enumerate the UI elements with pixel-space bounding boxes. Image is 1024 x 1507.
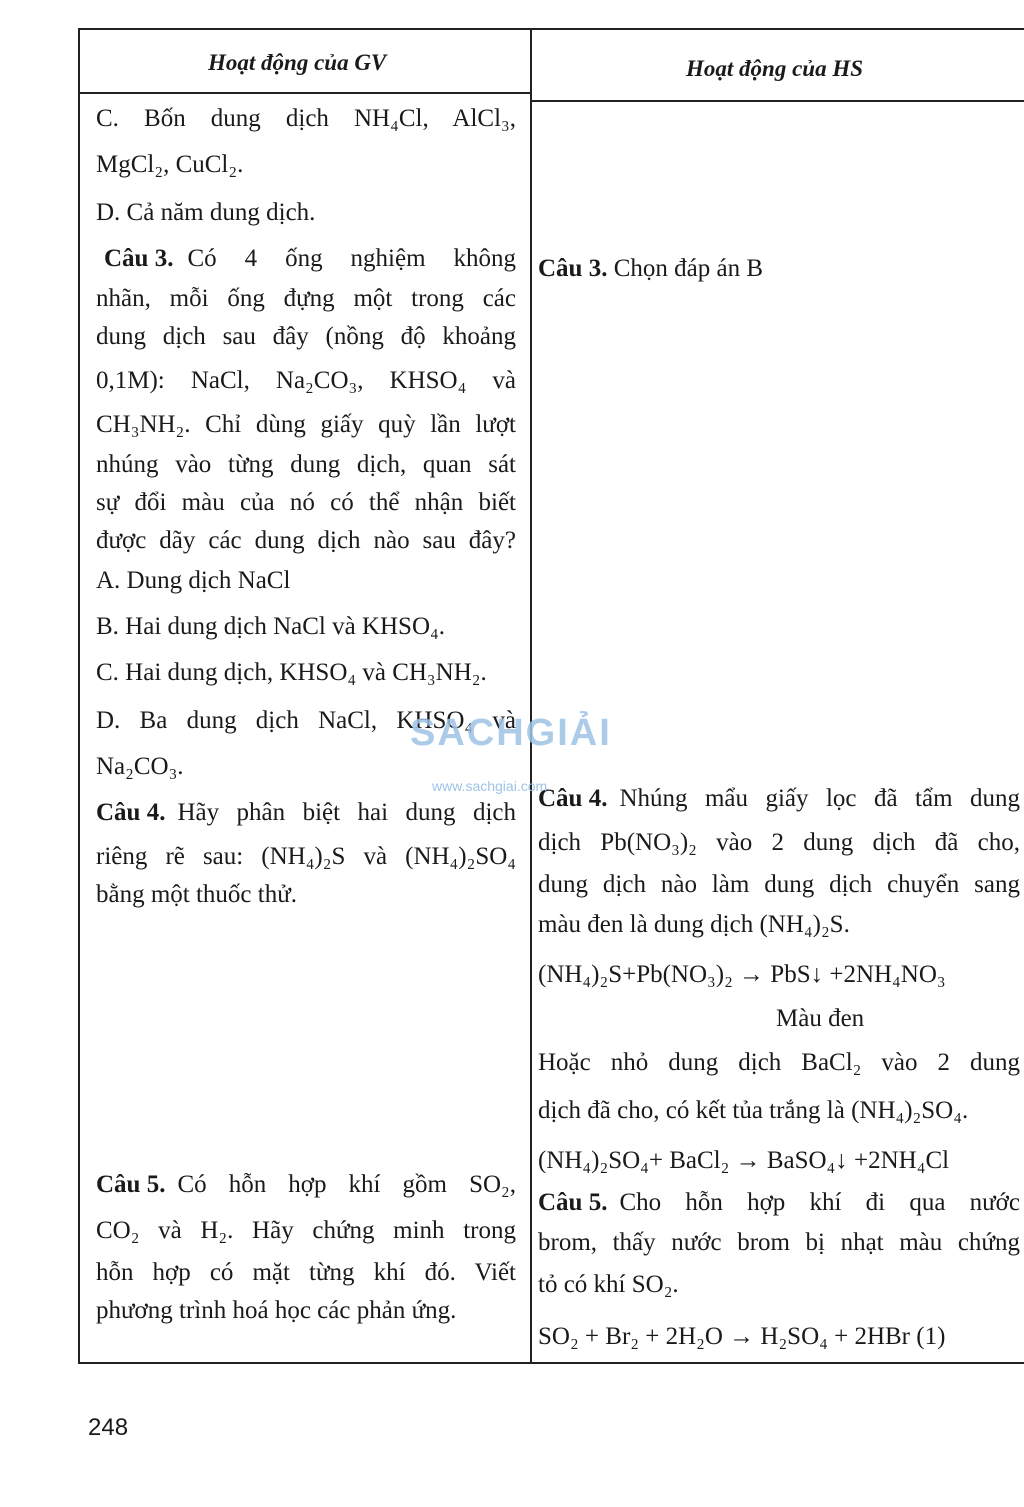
watermark-logo: SACHGIẢI — [410, 712, 612, 754]
answer-4-line3: dung dịch nào làm dung dịch chuyển sang — [538, 871, 1020, 898]
equation-so2: SO₂ + Br₂ + 2H₂O → H₂SO₄ + 2HBr (1) — [538, 1323, 946, 1350]
header-hs: Hoạt động của HS — [686, 56, 864, 81]
answer-4-alt-line2: dịch đã cho, có kết tủa trắng là (NH₄)₂SO₄. — [538, 1097, 969, 1124]
watermark-url: www.sachgiai.com — [432, 778, 548, 794]
option-c-line1: C. Bốn dung dịch NH₄Cl, AlCl₃, — [96, 105, 516, 132]
answer-3: Câu 3. Chọn đáp án B — [538, 255, 764, 282]
option-d-line2: Na₂CO₃. — [96, 753, 184, 780]
option-d-line1: D. Ba dung dịch NaCl, KHSO₄ và — [96, 707, 516, 734]
page-number: 248 — [88, 1414, 129, 1441]
answer-5-line1: Câu 5. Cho hỗn hợp khí đi qua nước — [538, 1184, 1020, 1222]
answer-4-line2: dịch Pb(NO₃)₂ vào 2 dung dịch đã cho, — [538, 829, 1020, 856]
question-4-line3: bằng một thuốc thử. — [96, 881, 298, 908]
header-gv: Hoạt động của GV — [208, 50, 387, 75]
question-3-line1: Câu 3. Có 4 ống nghiệm không — [96, 240, 516, 278]
question-4-line2: riêng rẽ sau: (NH₄)₂S và (NH₄)₂SO₄ — [96, 843, 516, 870]
question-3-line8: được dãy các dung dịch nào sau đây? — [96, 527, 516, 554]
question-3-line4: 0,1M): NaCl, Na₂CO₃, KHSO₄ và — [96, 367, 516, 394]
header-rule-left — [78, 92, 532, 94]
answer-4-line1: Câu 4. Nhúng mẩu giấy lọc đã tẩm dung — [538, 780, 1020, 818]
answer-4-line4: màu đen là dung dịch (NH₄)₂S. — [538, 911, 850, 938]
answer-5-label: Câu 5. — [538, 1189, 608, 1216]
question-5-line3: hỗn hợp có mặt từng khí đó. Viết — [96, 1259, 516, 1286]
question-3-line6: nhúng vào từng dung dịch, quan sát — [96, 451, 516, 478]
question-3-line7: sự đổi màu của nó có thể nhận biết — [96, 489, 516, 516]
question-5-line1: Câu 5. Có hỗn hợp khí gồm SO₂, — [96, 1166, 516, 1204]
question-5-line4: phương trình hoá học các phản ứng. — [96, 1297, 457, 1324]
answer-5-line3: tỏ có khí SO₂. — [538, 1271, 679, 1298]
option-c-line2: MgCl₂, CuCl₂. — [96, 151, 244, 178]
question-4-line1: Câu 4. Hãy phân biệt hai dung dịch — [96, 794, 516, 832]
answer-3-label: Câu 3. — [538, 255, 608, 282]
question-3-line3: dung dịch sau đây (nồng độ khoảng — [96, 323, 516, 350]
question-5-line2: CO₂ và H₂. Hãy chứng minh trong — [96, 1217, 516, 1244]
question-3-label: Câu 3. — [104, 245, 174, 272]
equation-ba: (NH₄)₂SO₄+ BaCl₂ → BaSO₄↓ +2NH₄Cl — [538, 1147, 950, 1174]
column-divider — [530, 28, 532, 1364]
equation-pb: (NH₄)₂S+Pb(NO₃)₂ → PbS↓ +2NH₄NO₃ — [538, 961, 946, 988]
option-c: C. Hai dung dịch, KHSO₄ và CH₃NH₂. — [96, 659, 487, 686]
option-d: D. Cả năm dung dịch. — [96, 199, 316, 226]
header-rule-right — [530, 100, 1024, 102]
answer-4-label: Câu 4. — [538, 785, 608, 812]
question-3-line2: nhãn, mỗi ống đựng một trong các — [96, 285, 516, 312]
answer-4-alt-line1: Hoặc nhỏ dung dịch BaCl₂ vào 2 dung — [538, 1049, 1020, 1076]
question-4-label: Câu 4. — [96, 799, 166, 826]
answer-5-line2: brom, thấy nước brom bị nhạt màu chứng — [538, 1229, 1020, 1256]
black-label: Màu đen — [776, 1005, 865, 1032]
question-5-label: Câu 5. — [96, 1171, 166, 1198]
option-a: A. Dung dịch NaCl — [96, 567, 291, 594]
question-3-line5: CH₃NH₂. Chỉ dùng giấy quỳ lần lượt — [96, 411, 516, 438]
option-b: B. Hai dung dịch NaCl và KHSO₄. — [96, 613, 445, 640]
